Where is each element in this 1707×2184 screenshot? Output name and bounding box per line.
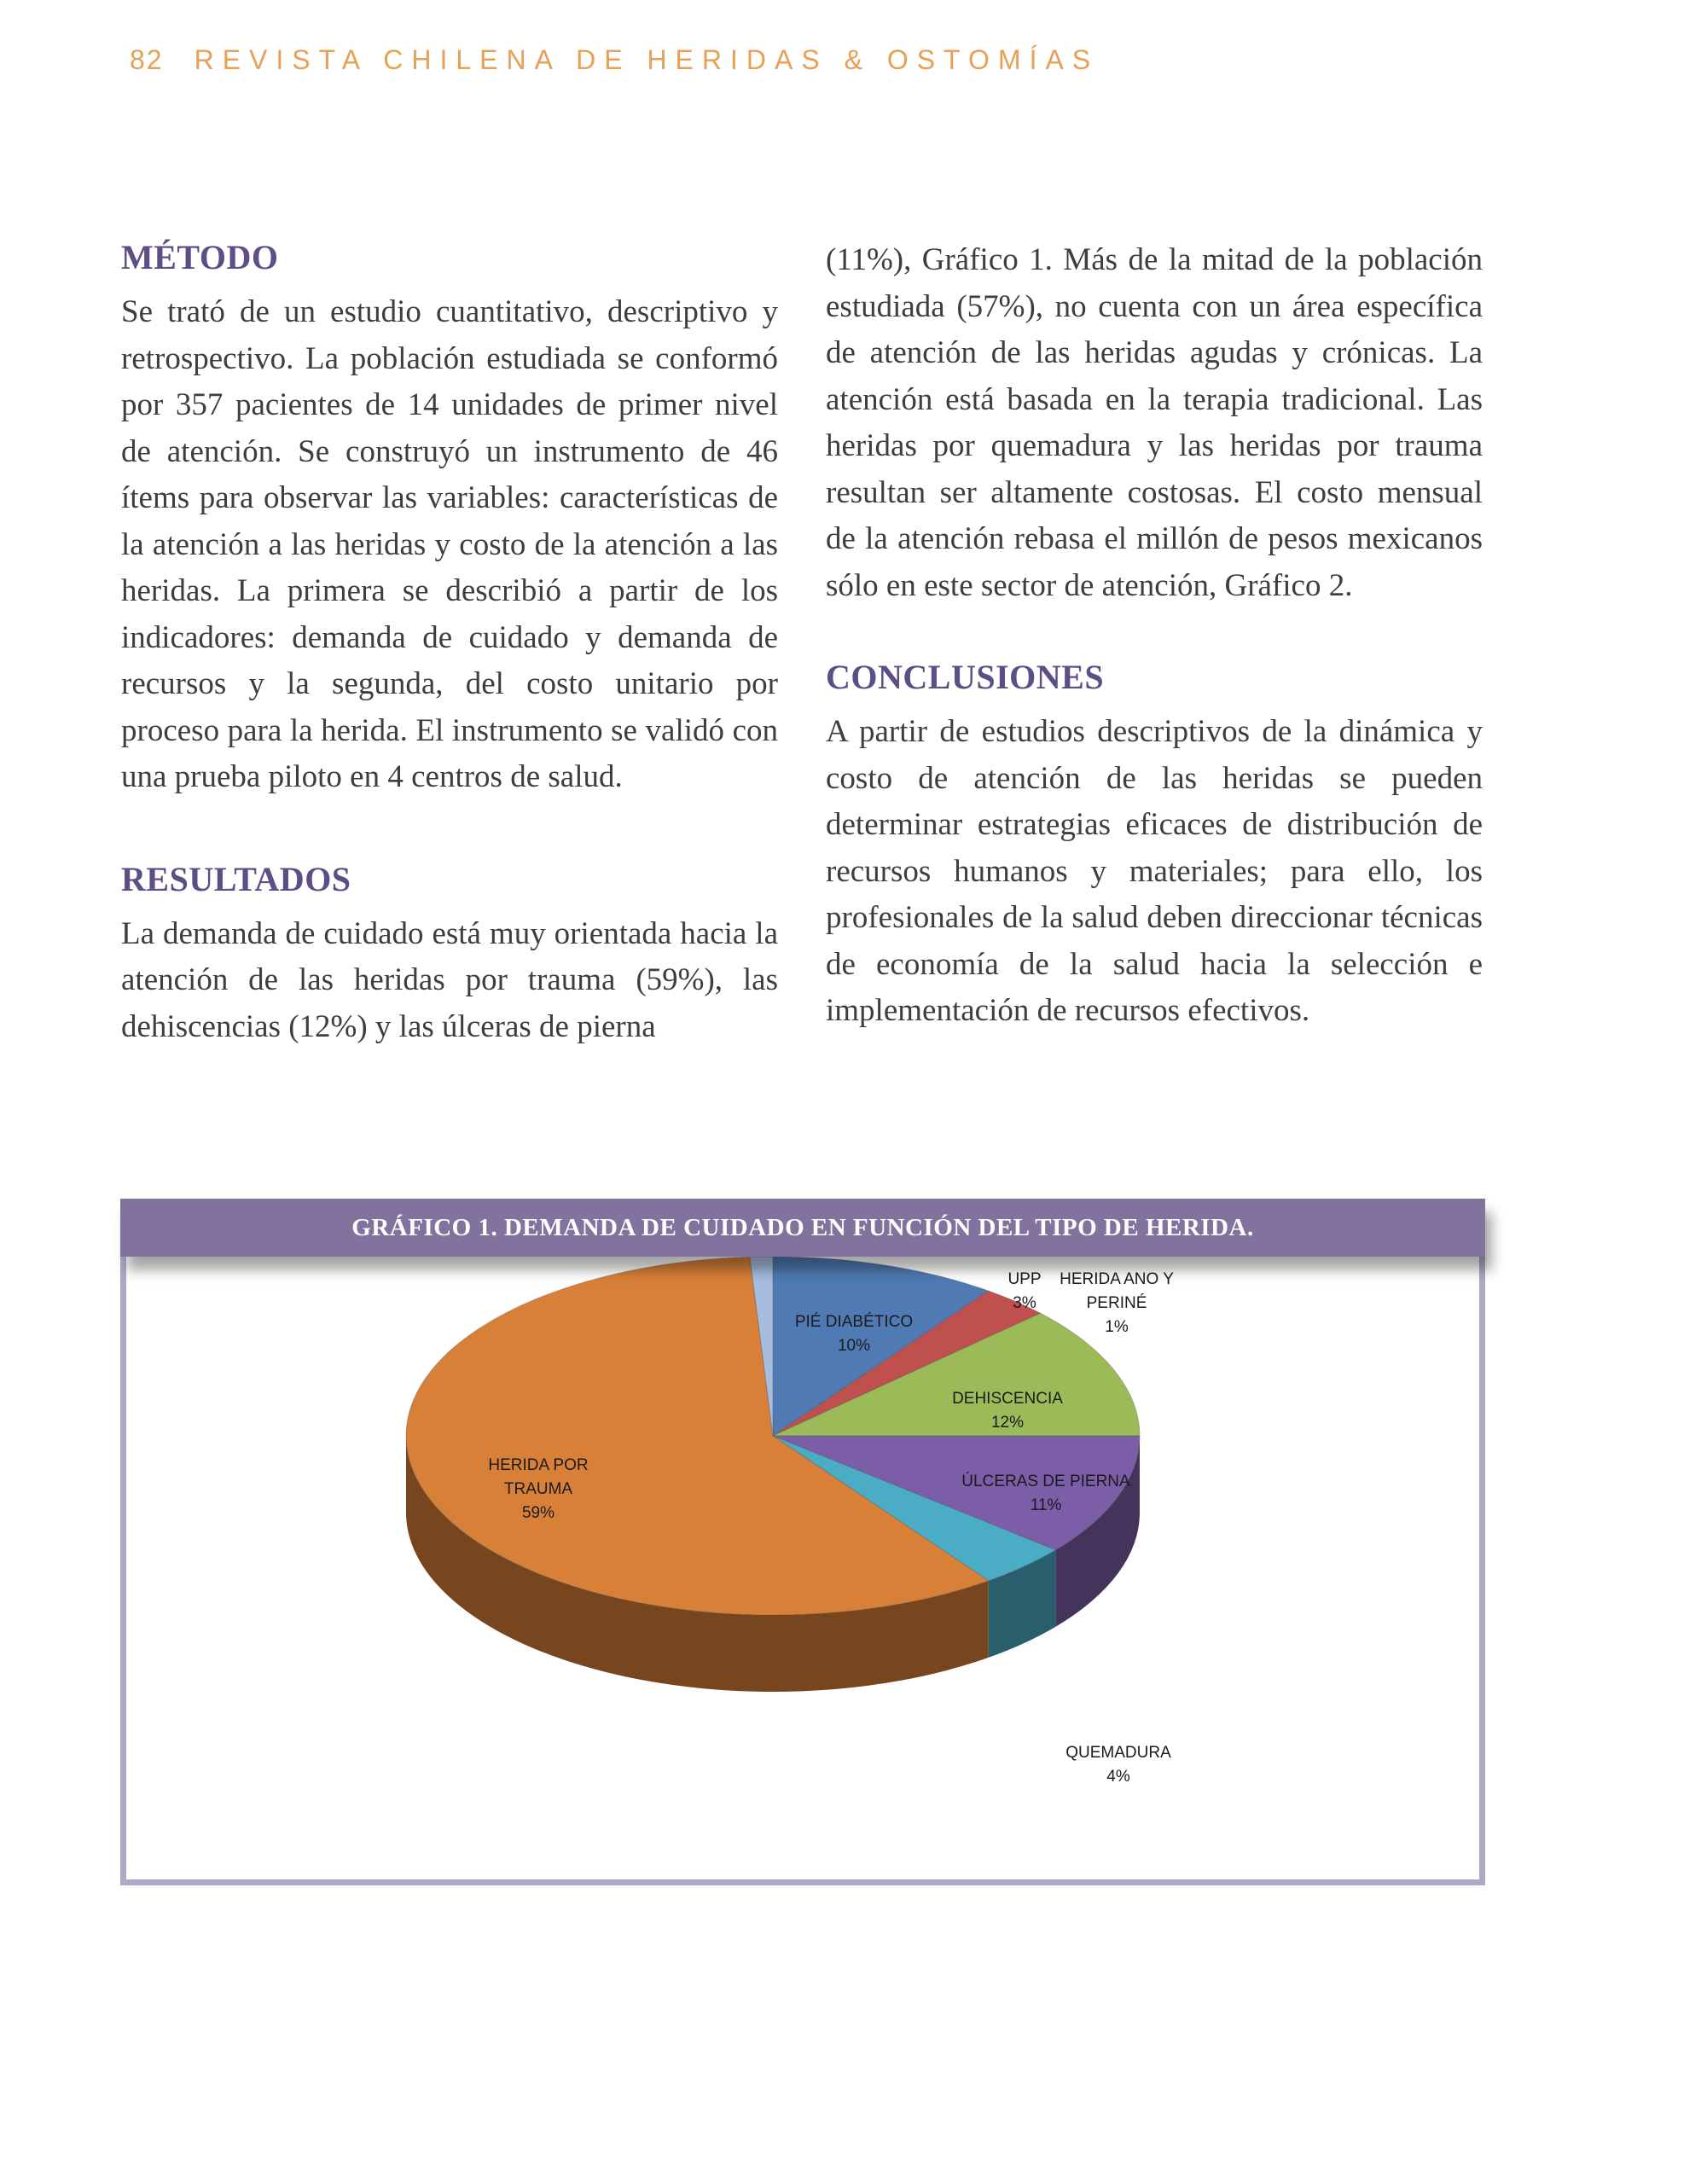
pie-data-label: UPP 3% [1007,1270,1042,1312]
pie-data-label: HERIDA ANO Y PERINÉ 1% [1060,1270,1174,1336]
conclusiones-paragraph: A partir de estudios descriptivos de la dinámica y costo de atención de las heridas se pueden determinar estrategias eficaces de distribución de recursos humanos y materiales; para ello, los profesionales de la salud deben direccionar técnicas de economía de la salud hacia la selección e implementación de recursos efectivos. [826,714,1483,1028]
left-column [121,237,778,1050]
pie-chart [120,1199,1486,1890]
pie-data-label: ÚLCERAS DE PIERNA 11% [961,1472,1130,1514]
right-column [826,237,1483,1035]
section-title-resultados: RESULTADOS [121,859,351,898]
section-title-metodo: MÉTODO [121,238,279,276]
pie-data-label: HERIDA POR TRAUMA 59% [488,1456,589,1522]
pie-data-label: QUEMADURA 4% [1065,1744,1171,1786]
page-number: 82 [130,44,164,75]
journal-title: REVISTA CHILENA DE HERIDAS & OSTOMÍAS [194,44,1100,75]
resultados-paragraph-left: La demanda de cuidado está muy orientada hacia la atención de las heridas por trauma (59%), las dehiscencias (12%) y las úlceras de pierna [121,915,778,1044]
pie-data-label: DEHISCENCIA 12% [952,1390,1063,1432]
section-title-conclusiones: CONCLUSIONES [826,658,1105,696]
chart-header [120,1199,1485,1257]
running-head [130,44,1099,76]
pie-data-label: PIÉ DIABÉTICO 10% [794,1313,914,1355]
resultados-paragraph-right: (11%), Gráfico 1. Más de la mitad de la población estudiada (57%), no cuenta con un área específica de atención de las heridas agudas y crónicas. La atención está basada en la terapia tradicional. Las heridas por quemadura y las heridas por trauma resultan ser altamente costosas. El costo mensual de la atención rebasa el millón de pesos mexicanos sólo en este sector de atención, Gráfico 2. [826,242,1483,603]
chart-title: GRÁFICO 1. DEMANDA DE CUIDADO EN FUNCIÓN DEL TIPO DE HERIDA. [351,1214,1254,1241]
metodo-paragraph: Se trató de un estudio cuantitativo, descriptivo y retrospectivo. La población estudiada se conformó por 357 pacientes de 14 unidades de primer nivel de atención. Se construyó un instrumento de 46 ítems para observar las variables: características de la atención a las heridas y costo de la atención a las heridas. La primera se describió a partir de los indicadores: demanda de cuidado y demanda de recursos y la segunda, del costo unitario por proceso para la herida. El instrumento se validó con una prueba piloto en 4 centros de salud. [121,294,778,794]
chart-figure [120,1199,1486,1890]
